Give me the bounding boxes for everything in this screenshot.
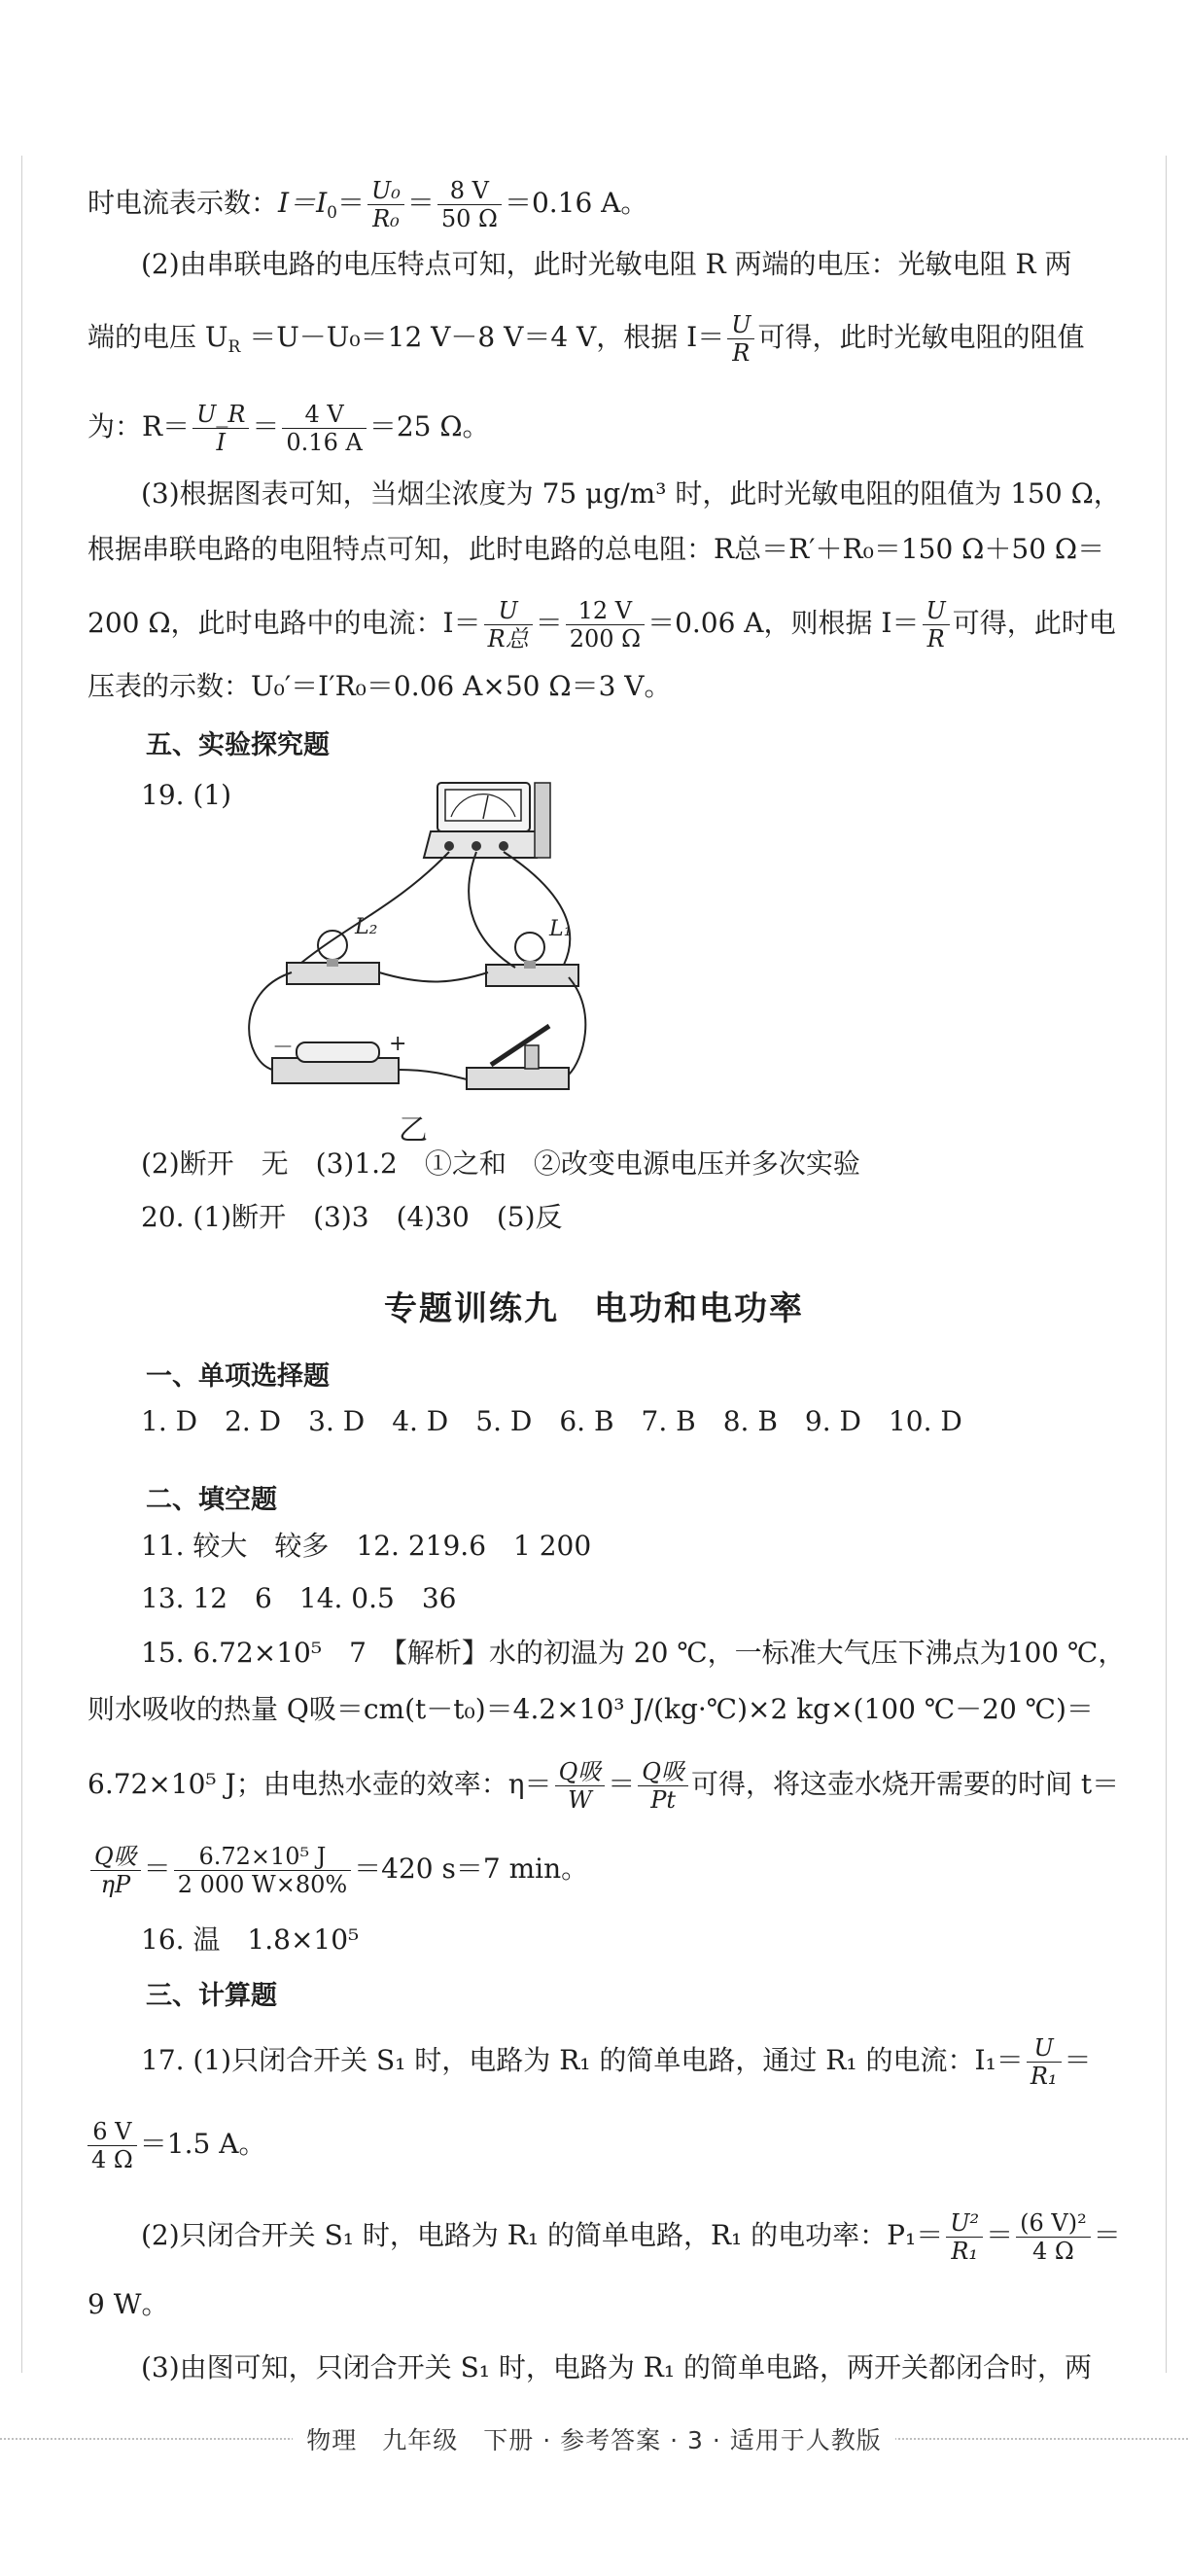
figure-caption: 乙 bbox=[399, 1113, 428, 1147]
text-segment: (2)只闭合开关 S₁ 时，电路为 R₁ 的简单电路，R₁ 的电功率：P₁＝ bbox=[141, 2219, 944, 2251]
footer-label: 物理 九年级 下册 · 参考答案 · 3 · 适用于人教版 bbox=[293, 2426, 894, 2454]
denominator: W bbox=[568, 1786, 592, 1814]
denominator: R₁ bbox=[951, 2238, 979, 2265]
numerator: U_R bbox=[192, 401, 249, 429]
fraction bbox=[923, 597, 950, 653]
text-line: 13. 12 6 14. 0.5 36 bbox=[141, 1582, 457, 1614]
text-segment: 17. (1)只闭合开关 S₁ 时，电路为 R₁ 的简单电路，通过 R₁ 的电流：I₁＝ bbox=[141, 2044, 1024, 2076]
text-segment: ＝0.16 A。 bbox=[504, 187, 648, 219]
numerator: U bbox=[727, 311, 754, 339]
denominator: R₀ bbox=[372, 205, 400, 232]
fraction bbox=[555, 1758, 606, 1814]
numerator: U bbox=[484, 597, 533, 625]
battery-icon bbox=[272, 1032, 406, 1083]
margin-rule-right bbox=[1166, 156, 1167, 2373]
text-line: 9 W。 bbox=[87, 2288, 169, 2320]
text-line: 压表的示数：U₀′＝I′R₀＝0.06 A×50 Ω＝3 V。 bbox=[87, 670, 672, 702]
section-heading: 三、计算题 bbox=[146, 1981, 277, 2011]
denominator: 4 Ω bbox=[91, 2146, 133, 2173]
fraction bbox=[484, 597, 533, 653]
numerator: Q吸 bbox=[638, 1758, 688, 1786]
text-line: 20. (1)断开 (3)3 (4)30 (5)反 bbox=[141, 1201, 563, 1233]
numerator: 6.72×10⁵ J bbox=[174, 1843, 351, 1871]
circuit-diagram bbox=[233, 778, 603, 1147]
text-segment: ＝420 s＝7 min。 bbox=[354, 1853, 589, 1885]
numerator: U² bbox=[946, 2209, 983, 2238]
denominator: ηP bbox=[100, 1871, 131, 1898]
text-segment: ＝1.5 A。 bbox=[139, 2128, 266, 2160]
text-segment: ＝ bbox=[1093, 2219, 1121, 2251]
text-line: 11. 较大 较多 12. 219.6 1 200 bbox=[141, 1530, 592, 1562]
page-title: 专题训练九 电功和电功率 bbox=[384, 1289, 804, 1328]
question-number: 19. (1) bbox=[141, 779, 232, 811]
fraction bbox=[90, 1843, 141, 1898]
text-line: (2)由串联电路的电压特点可知，此时光敏电阻 R 两端的电压：光敏电阻 R 两 bbox=[141, 248, 1072, 280]
text-segment: 可得，将这壶水烧开需要的时间 t＝ bbox=[690, 1768, 1120, 1800]
text-segment: 时电流表示数： bbox=[87, 187, 279, 219]
numerator: Q吸 bbox=[555, 1758, 606, 1786]
numerator: U bbox=[923, 597, 950, 625]
fraction bbox=[566, 597, 645, 653]
text-segment: 为：R＝ bbox=[87, 410, 191, 442]
text-line: 时电流表示数：$I=I_0=$ $\frac{\text{U₀}}{\text{R₀}}$ ＝ $\frac{8 V}{50 \Omega}$ ＝0.16 A。 bbox=[87, 177, 648, 232]
denominator: 4 Ω bbox=[1032, 2238, 1074, 2265]
text-segment: 6.72×10⁵ J；由电热水壶的效率：η＝ bbox=[87, 1768, 552, 1800]
text-line: 根据串联电路的电阻特点可知，此时电路的总电阻：R总＝R′＋R₀＝150 Ω＋50 Ω＝ bbox=[87, 533, 1105, 565]
denominator: R总 bbox=[487, 625, 529, 653]
denominator: 0.16 A bbox=[286, 429, 363, 456]
denominator: 2 000 W×80% bbox=[177, 1871, 348, 1898]
denominator: 50 Ω bbox=[440, 205, 498, 232]
lamp-l1-label: L₁ bbox=[549, 917, 573, 941]
text-line: 端的电压 $U_R =U-U_0=12$ V－8 V＝4 V，根据 I＝ $\frac{U}{R}$ 可得，此时光敏电阻的阻值 bbox=[87, 311, 1085, 367]
margin-rule-left bbox=[21, 156, 22, 2373]
text-line bbox=[87, 2118, 1110, 2173]
text-segment: ＝25 Ω。 bbox=[368, 410, 490, 442]
text-segment: 可得，此时电 bbox=[952, 607, 1116, 639]
numerator: 12 V bbox=[566, 597, 645, 625]
battery-minus: － bbox=[272, 1036, 295, 1060]
numerator: Q吸 bbox=[90, 1843, 141, 1871]
denominator: R bbox=[732, 339, 751, 367]
text-line: 1. D 2. D 3. D 4. D 5. D 6. B 7. B 8. B 9. D 10. D bbox=[141, 1405, 962, 1437]
text-line: 16. 温 1.8×10⁵ bbox=[141, 1923, 360, 1956]
section-heading: 五、实验探究题 bbox=[146, 730, 330, 760]
text-line: $\frac{\text{Q吸}}{\eta P}$ ＝ $\frac{\text{6.72×10⁵ J}}{2 000 W\times 80\%}$ ＝420 s＝7 min。 bbox=[87, 1843, 1110, 1898]
voltmeter-icon bbox=[424, 783, 550, 858]
section-heading: 一、单项选择题 bbox=[146, 1361, 330, 1392]
fraction bbox=[727, 311, 754, 367]
text-segment: 端的电压 U bbox=[87, 321, 228, 353]
fraction bbox=[638, 1758, 688, 1814]
lamp-l1 bbox=[486, 917, 578, 986]
text-line: (2)只闭合开关 S₁ 时，电路为 R₁ 的简单电路，R₁ 的电功率：P₁＝ $\frac{\text{U²}}{\text{R₁}}$ ＝ $\frac{\text{(6 V)²}}{4 \Omega}$ ＝ bbox=[141, 2209, 1121, 2265]
text-segment: ＝ bbox=[1064, 2044, 1092, 2076]
fraction bbox=[282, 401, 366, 456]
text-segment: ＝U－U₀＝12 V－8 V＝4 V，根据 I＝ bbox=[240, 321, 725, 353]
numerator: U₀ bbox=[367, 177, 404, 205]
text-line: (3)由图可知，只闭合开关 S₁ 时，电路为 R₁ 的简单电路，两开关都闭合时，两 bbox=[141, 2351, 1092, 2383]
text-line: (3)根据图表可知，当烟尘浓度为 75 μg/m³ 时，此时光敏电阻的阻值为 150 Ω， bbox=[141, 477, 1121, 510]
denominator: R₁ bbox=[1030, 2063, 1058, 2090]
denominator: R bbox=[926, 625, 945, 653]
fraction bbox=[1027, 2034, 1062, 2090]
text-line: 则水吸收的热量 Q吸＝cm(t－t₀)＝4.2×10³ J/(kg·℃)×2 kg×(100 ℃－20 ℃)＝ bbox=[87, 1693, 1094, 1725]
numerator: U bbox=[1027, 2034, 1062, 2063]
text-segment: I＝I bbox=[278, 187, 328, 219]
numerator: 4 V bbox=[282, 401, 366, 429]
fraction bbox=[946, 2209, 983, 2265]
battery-plus: + bbox=[389, 1032, 407, 1056]
numerator: (6 V)² bbox=[1016, 2209, 1091, 2238]
text-line: (2)断开 无 (3)1.2 ①之和 ②改变电源电压并多次实验 bbox=[141, 1147, 860, 1180]
text-line: 6.72×10⁵ J；由电热水壶的效率：η＝ $\frac{\text{Q吸}}{W}$ ＝ $\frac{\text{Q吸}}{Pt}$ 可得，将这壶水烧开需要的时间 t＝ bbox=[87, 1758, 1120, 1814]
section-heading: 二、填空题 bbox=[146, 1485, 277, 1515]
fraction bbox=[174, 1843, 351, 1898]
fraction bbox=[87, 2118, 137, 2173]
lamp-l2 bbox=[287, 915, 379, 984]
lamp-l2-label: L₂ bbox=[355, 915, 378, 939]
text-line: 200 Ω，此时电路中的电流：I＝ $\frac{U}{\text{R总}}$ ＝ $\frac{12 V}{200 \Omega}$ ＝0.06 A，则根据 I＝ $\frac{U}{R}$ 可得，此时电 bbox=[87, 597, 1116, 653]
text-line: 15. 6.72×10⁵ 7 【解析】水的初温为 20 ℃，一标准大气压下沸点为100 ℃， bbox=[141, 1637, 1126, 1669]
text-line bbox=[141, 2034, 1113, 2090]
denominator: I bbox=[216, 429, 226, 456]
page-footer bbox=[0, 2421, 1188, 2456]
denominator: 200 Ω bbox=[569, 625, 642, 653]
fraction bbox=[367, 177, 404, 232]
fraction bbox=[437, 177, 502, 232]
text-segment: ＝0.06 A，则根据 I＝ bbox=[647, 607, 920, 639]
numerator: 6 V bbox=[87, 2118, 137, 2146]
numerator: 8 V bbox=[437, 177, 502, 205]
fraction bbox=[1016, 2209, 1091, 2265]
fraction bbox=[192, 401, 249, 456]
text-segment: 可得，此时光敏电阻的阻值 bbox=[757, 321, 1085, 353]
text-line: 为：R＝ $\frac{U\_R}{I}$ ＝ $\frac{4 V}{0.16 A}$ ＝25 Ω。 bbox=[87, 401, 490, 456]
text-segment: 200 Ω，此时电路中的电流：I＝ bbox=[87, 607, 481, 639]
switch-icon bbox=[467, 1026, 569, 1089]
denominator: Pt bbox=[650, 1786, 676, 1814]
